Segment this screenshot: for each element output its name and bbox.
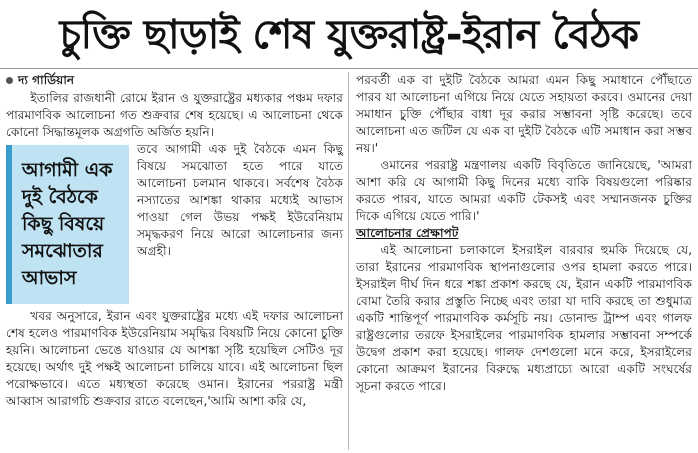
- article-column-left: [6, 72, 343, 410]
- article-column-right: [356, 72, 692, 395]
- subheading: আলোচনার প্রেক্ষাপট: [356, 226, 459, 240]
- pullquote-wrap: [6, 141, 343, 308]
- pullquote: আগামী এক দুই বৈঠকে কিছু বিষয়ে সমঝোতার আভাস: [6, 145, 129, 304]
- paragraph-1: ইতালির রাজধানী রোমে ইরান ও যুক্তরাষ্ট্রের মধ্যকার পঞ্চম দফার পারমাণবিক আলোচনা গত শুক্রবার শেষ হয়েছে। এ আলোচনা থেকে কোনো সিদ্ধান্তমূলক অগ্রগতি অর্জিত হয়নি।: [6, 91, 343, 139]
- headline: চুক্তি ছাড়াই শেষ যুক্তরাষ্ট্র-ইরান বৈঠক: [59, 12, 639, 58]
- byline: [6, 72, 343, 89]
- column-divider: [348, 72, 349, 450]
- paragraph-2: তবে আগামী এক দুই বৈঠকে এমন কিছু বিষয়ে সমঝোতা হতে পারে যাতে আলোচনা চলমান থাকবে। সর্বশেষ বৈঠক নস্যাতের আশঙ্কা থাকার মধ্যেই আভাস পাওয়া গেল উভয় পক্ষই ইউরেনিয়াম সমৃদ্ধকরণ নিয়ে আরো আলোচনার জন্য অগ্রহী।: [137, 142, 343, 258]
- paragraph-5: ওমানের পররাষ্ট্র মন্ত্রণালয় একটি বিবৃতিতে জানিয়েছে, 'আমরা আশা করি যে আগামী কিছু দিনের মধ্যে বাকি বিষয়গুলো পরিষ্কার করতে পারব, যাতে আমরা একটি টেকসই এবং সম্মানজনক চুক্তির দিকে এগিয়ে যেতে পারি।': [356, 158, 692, 223]
- paragraph-6: এই আলোচনা চলাকালে ইসরাইল বারবার হুমকি দিয়েছে যে, তারা ইরানের পারমাণবিক স্থাপনাগুলোর ওপর হামলা করতে পারে। ইসরাইল দীর্ঘ দিন ধরে শঙ্কা প্রকাশ করছে যে, ইরান একটি পারমাণবিক বোমা তৈরি করার প্রস্তুতি নিচ্ছে এবং তারা যা দাবি করছে তা শুধুমাত্র একটি শান্তিপূর্ণ পারমাণবিক কর্মসূচি নয়। ডোনাল্ড ট্রাম্প এবং গালফ রাষ্ট্রগুলোর তরফে ইসরাইলের পারমাণবিক হামলার সম্ভাবনা সম্পর্কে উদ্বেগ প্রকাশ করা হয়েছে। গালফ দেশগুলো মনে করে, ইসরাইলের কোনো আক্রমণ ইরানের বিরুদ্ধে মধ্যপ্রাচ্যে আরো একটি সংঘর্ষের সূচনা করতে পারে।: [356, 243, 692, 393]
- paragraph-3: খবর অনুসারে, ইরান এবং যুক্তরাষ্ট্রের মধ্যে এই দফার আলোচনা শেষ হলেও পারমাণবিক ইউরেনিয়াম সমৃদ্ধির বিষয়টি নিয়ে কোনো চুক্তি হয়নি। আলোচনা ভেঙে যাওয়ার যে আশঙ্কা সৃষ্টি হয়েছিল সেটিও দূর হয়েছে। অর্থাৎ দুই পক্ষই আলোচনা চালিয়ে যাবে। এই আলোচনা ছিল পরোক্ষভাবে। এতে মধ্যস্থতা করেছে ওমান। ইরানের পররাষ্ট্র মন্ত্রী আব্বাস আরাগচি শুক্রবার রাতে বলেছেন,'আমি আশা করি যে,: [6, 309, 343, 408]
- headline-rule: [0, 68, 698, 69]
- byline-source: দ্য গার্ডিয়ান: [18, 73, 75, 87]
- bullet-icon: [6, 77, 13, 84]
- paragraph-4: পরবর্তী এক বা দুইটি বৈঠকে আমরা এমন কিছু সমাধানে পৌঁছাতে পারব যা আলোচনা এগিয়ে নিয়ে যেতে সহায়তা করবে। ওমানের দেয়া সমাধান চুক্তি পৌঁছার বাধা দূর করার সম্ভাবনা সৃষ্টি করেছে। তবে আলোচনা এত জটিল যে এক বা দুইটি বৈঠকে এটি সমাধান করা সম্ভব নয়।': [356, 73, 692, 155]
